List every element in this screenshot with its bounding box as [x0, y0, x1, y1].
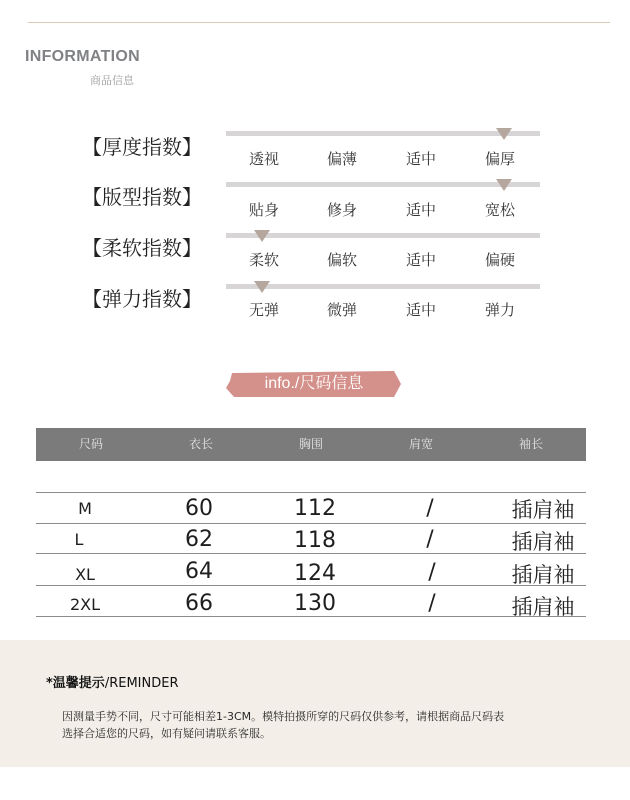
section-title: INFORMATION	[25, 48, 140, 65]
reminder-title	[46, 672, 178, 691]
index-option: 偏硬	[485, 251, 516, 269]
index-label: 【版型指数】	[82, 185, 202, 209]
index-option: 微弹	[327, 301, 358, 319]
col-header-length: 衣长	[188, 437, 213, 451]
index-label: 【柔软指数】	[82, 236, 202, 260]
top-divider	[28, 22, 610, 23]
index-track	[226, 131, 540, 136]
size-cell: L	[74, 530, 84, 549]
length-cell: 60	[185, 496, 213, 521]
index-marker-icon	[496, 179, 512, 191]
shoulder-cell: /	[428, 591, 436, 616]
index-option: 柔软	[249, 251, 280, 269]
section-subtitle: 商品信息	[90, 74, 134, 87]
chest-cell: 130	[294, 591, 336, 616]
reminder-title-main: *温馨提示	[46, 676, 105, 691]
size-table-header	[36, 428, 586, 461]
index-option: 弹力	[485, 301, 516, 319]
index-option: 适中	[406, 301, 437, 319]
index-track	[226, 233, 540, 238]
size-cell: 2XL	[69, 595, 101, 614]
size-info-banner	[226, 369, 402, 399]
index-option: 偏厚	[485, 150, 516, 168]
reminder-title-suffix: /REMINDER	[104, 676, 179, 691]
index-marker-icon	[496, 128, 512, 140]
index-label: 【弹力指数】	[82, 287, 202, 311]
index-option: 透视	[249, 150, 280, 168]
index-option: 偏软	[327, 251, 358, 269]
chest-cell: 118	[294, 528, 336, 553]
index-option: 宽松	[485, 201, 516, 219]
index-track	[226, 182, 540, 187]
size-cell: M	[78, 499, 92, 518]
col-header-shoulder: 肩宽	[408, 437, 433, 451]
length-cell: 66	[185, 591, 213, 616]
index-option: 偏薄	[327, 150, 358, 168]
chest-cell: 124	[294, 561, 336, 586]
col-header-chest: 胸围	[298, 437, 323, 451]
banner-label: info./尺码信息	[264, 375, 364, 392]
length-cell: 64	[185, 559, 213, 584]
shoulder-cell: /	[426, 496, 434, 521]
sleeve-cell: 插肩袖	[511, 563, 575, 587]
length-cell: 62	[185, 527, 213, 552]
shoulder-cell: /	[426, 527, 434, 552]
index-option: 适中	[406, 251, 437, 269]
sleeve-cell: 插肩袖	[511, 498, 575, 522]
reminder-line: 因测量手势不同，尺寸可能相差1-3CM。模特拍摄所穿的尺码仅供参考，请根据商品尺码表	[62, 710, 505, 723]
sleeve-cell: 插肩袖	[511, 595, 575, 619]
reminder-text	[62, 708, 602, 742]
index-label: 【厚度指数】	[82, 135, 202, 159]
index-option: 适中	[406, 150, 437, 168]
col-header-size: 尺码	[78, 437, 103, 451]
index-option: 适中	[406, 201, 437, 219]
shoulder-cell: /	[428, 560, 436, 585]
index-track	[226, 284, 540, 289]
table-divider	[36, 492, 586, 493]
index-option: 修身	[327, 201, 358, 219]
index-marker-icon	[254, 230, 270, 242]
chest-cell: 112	[294, 496, 336, 521]
index-option: 无弹	[249, 301, 280, 319]
reminder-panel	[0, 640, 630, 767]
index-marker-icon	[254, 281, 270, 293]
index-option: 贴身	[249, 201, 280, 219]
sleeve-cell: 插肩袖	[511, 530, 575, 554]
size-cell: XL	[75, 565, 95, 584]
reminder-line: 选择合适您的尺码，如有疑问请联系客服。	[62, 727, 271, 740]
col-header-sleeve: 袖长	[518, 437, 543, 451]
